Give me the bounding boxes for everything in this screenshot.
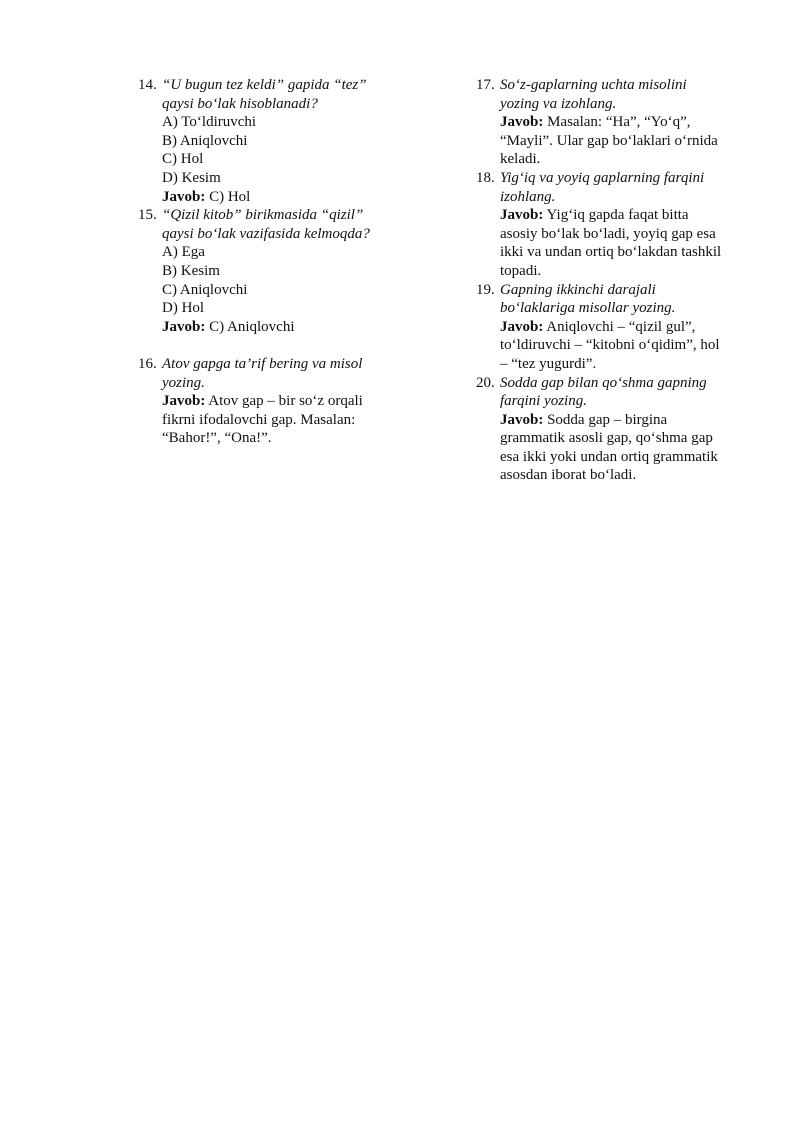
answer-label: Javob: bbox=[500, 207, 544, 224]
answer-text: asosiy bo‘lak bo‘ladi, yoyiq gap esa bbox=[500, 225, 716, 242]
question-text: Sodda gap bilan qo‘shma gapning bbox=[500, 374, 707, 391]
answer-label: Javob: bbox=[500, 114, 544, 131]
answer-label: Javob: bbox=[500, 318, 544, 335]
question-text: qaysi bo‘lak vazifasida kelmoqda? bbox=[162, 225, 370, 242]
answer-text: Aniqlovchi – “qizil gul”, bbox=[543, 318, 696, 335]
question-text: farqini yozing. bbox=[500, 393, 587, 410]
answer-text: “Bahor!”, “Ona!”. bbox=[162, 430, 272, 447]
option-a: A) Ega bbox=[162, 244, 205, 261]
answer-text: esa ikki yoki undan ortiq grammatik bbox=[500, 448, 718, 465]
question-text: “Qizil kitob” birikmasida “qizil” bbox=[162, 207, 364, 224]
question-text: Atov gapga ta’rif bering va misol bbox=[162, 355, 363, 372]
question-text: izohlang. bbox=[500, 188, 556, 205]
answer bbox=[162, 188, 400, 207]
question-16 bbox=[138, 355, 400, 448]
question-number: 16. bbox=[138, 355, 157, 372]
question-20 bbox=[476, 374, 748, 486]
option-d: D) Kesim bbox=[162, 169, 221, 186]
answer-label: Javob: bbox=[162, 393, 206, 410]
answer bbox=[162, 392, 400, 411]
question-14 bbox=[138, 76, 400, 206]
answer-text: grammatik asosli gap, qo‘shma gap bbox=[500, 430, 713, 447]
question-number: 19. bbox=[476, 281, 495, 298]
question-18 bbox=[476, 169, 748, 281]
answer-label: Javob: bbox=[500, 411, 544, 428]
question-number: 18. bbox=[476, 169, 495, 186]
answer-text: C) Hol bbox=[205, 188, 251, 205]
answer-text: “Mayli”. Ular gap bo‘laklari o‘rnida bbox=[500, 132, 718, 149]
right-column bbox=[476, 76, 748, 485]
spacer bbox=[138, 336, 400, 355]
answer-text: ikki va undan ortiq bo‘lakdan tashkil bbox=[500, 244, 722, 261]
question-text: “U bugun tez keldi” gapida “tez” bbox=[162, 77, 367, 93]
answer bbox=[500, 318, 748, 337]
answer bbox=[500, 113, 748, 132]
answer bbox=[500, 411, 748, 430]
question-19 bbox=[476, 281, 748, 374]
answer-text: Yig‘iq gapda faqat bitta bbox=[543, 207, 689, 224]
answer-text: asosdan iborat bo‘ladi. bbox=[500, 467, 637, 484]
question-text: yozing va izohlang. bbox=[500, 95, 617, 112]
answer-label: Javob: bbox=[162, 188, 206, 205]
answer-text: fikrni ifodalovchi gap. Masalan: bbox=[162, 411, 356, 428]
answer-text: Masalan: “Ha”, “Yo‘q”, bbox=[543, 114, 691, 131]
question-number: 20. bbox=[476, 374, 495, 391]
question-text: bo‘laklariga misollar yozing. bbox=[500, 300, 676, 317]
option-b: B) Kesim bbox=[162, 262, 220, 279]
question-17 bbox=[476, 76, 748, 169]
answer bbox=[500, 206, 748, 225]
option-b: B) Aniqlovchi bbox=[162, 132, 248, 149]
answer-text: Atov gap – bir so‘z orqali bbox=[205, 393, 363, 410]
option-c: C) Aniqlovchi bbox=[162, 281, 248, 298]
question-15 bbox=[138, 206, 400, 336]
answer bbox=[162, 318, 400, 337]
answer-label: Javob: bbox=[162, 318, 206, 335]
option-c: C) Hol bbox=[162, 151, 204, 168]
question-text: Yig‘iq va yoyiq gaplarning farqini bbox=[500, 169, 705, 186]
question-text: So‘z-gaplarning uchta misolini bbox=[500, 77, 687, 93]
answer-text: – “tez yugurdi”. bbox=[500, 355, 597, 372]
question-number: 17. bbox=[476, 77, 495, 93]
question-text: yozing. bbox=[162, 374, 205, 391]
option-a: A) To‘ldiruvchi bbox=[162, 114, 257, 131]
answer-text: to‘ldiruvchi – “kitobni o‘qidim”, hol bbox=[500, 337, 720, 354]
answer-text: Sodda gap – birgina bbox=[543, 411, 668, 428]
question-text: Gapning ikkinchi darajali bbox=[500, 281, 656, 298]
question-number: 15. bbox=[138, 207, 157, 224]
answer-text: C) Aniqlovchi bbox=[205, 318, 295, 335]
answer-text: keladi. bbox=[500, 151, 541, 168]
left-column bbox=[138, 76, 400, 448]
question-number: 14. bbox=[138, 77, 157, 93]
question-text: qaysi bo‘lak hisoblanadi? bbox=[162, 95, 318, 112]
option-d: D) Hol bbox=[162, 300, 205, 317]
answer-text: topadi. bbox=[500, 262, 542, 279]
